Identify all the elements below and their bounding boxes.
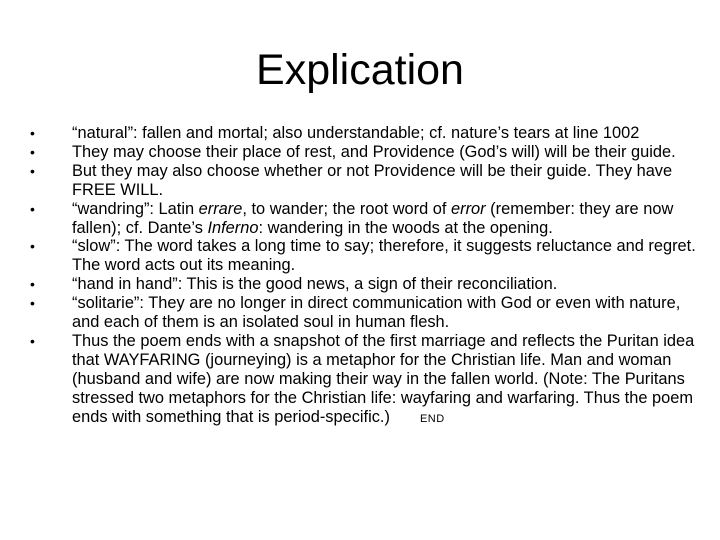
bullet-text: “solitarie”: They are no longer in direct communication with God or even with nature, and each of them is an isolated soul in human flesh. — [72, 294, 681, 332]
bullet-text: “natural”: fallen and mortal; also understandable; cf. nature’s tears at line 1002 — [72, 124, 640, 142]
bullet-dot-icon: • — [30, 125, 35, 141]
root-word: error — [451, 199, 486, 218]
bullet-item — [30, 332, 710, 429]
bullet-dot-icon: • — [30, 143, 35, 160]
bullet-item — [30, 237, 710, 275]
bullet-dot-icon: • — [30, 295, 35, 312]
bullet-dot-icon: • — [30, 332, 35, 349]
bullet-text: “hand in hand”: This is the good news, a sign of their reconciliation. — [72, 275, 558, 294]
bullet-dot-icon: • — [30, 162, 35, 179]
end-marker: END — [419, 412, 445, 425]
bullet-item — [30, 143, 710, 162]
latin-term: errare — [198, 199, 243, 218]
bullet-text — [72, 200, 673, 237]
bullet-dot-icon: • — [30, 276, 35, 293]
bullet-list — [30, 124, 710, 429]
bullet-dot-icon: • — [30, 238, 35, 255]
bullet-item — [30, 294, 710, 332]
bullet-dot-icon: • — [30, 200, 35, 217]
slide-title: Explication — [256, 46, 464, 94]
bullet-text-segment: (remember: they are now fallen); cf. Dante’s — [72, 199, 674, 237]
bullet-text: They may choose their place of rest, and Providence (God’s will) will be their guide. — [72, 142, 676, 161]
bullet-text-segment: “wandring”: Latin — [72, 199, 199, 218]
work-title: Inferno — [207, 218, 259, 237]
bullet-item — [30, 200, 710, 238]
bullet-text-segment: : wandering in the woods at the opening. — [258, 218, 553, 237]
bullet-text: But they may also choose whether or not Providence will be their guide. They have FREE WILL. — [72, 161, 673, 199]
bullet-item — [30, 162, 710, 200]
bullet-text: “slow”: The word takes a long time to say; therefore, it suggests reluctance and regret. The word acts out its meaning. — [72, 237, 696, 275]
bullet-item — [30, 124, 710, 143]
bullet-item — [30, 275, 710, 294]
bullet-text: Thus the poem ends with a snapshot of the first marriage and reflects the Puritan idea that WAYFARING (journeying) is a metaphor for the Christian life. Man and woman (husband and wife) are now making their way in the fallen world. (Note: The Puritans stressed two metaphors for the Christian life: wayfaring and warfaring. Thus the poem ends with something that is period-specific.) — [72, 331, 695, 426]
bullet-text-segment: , to wander; the root word of — [242, 199, 452, 218]
